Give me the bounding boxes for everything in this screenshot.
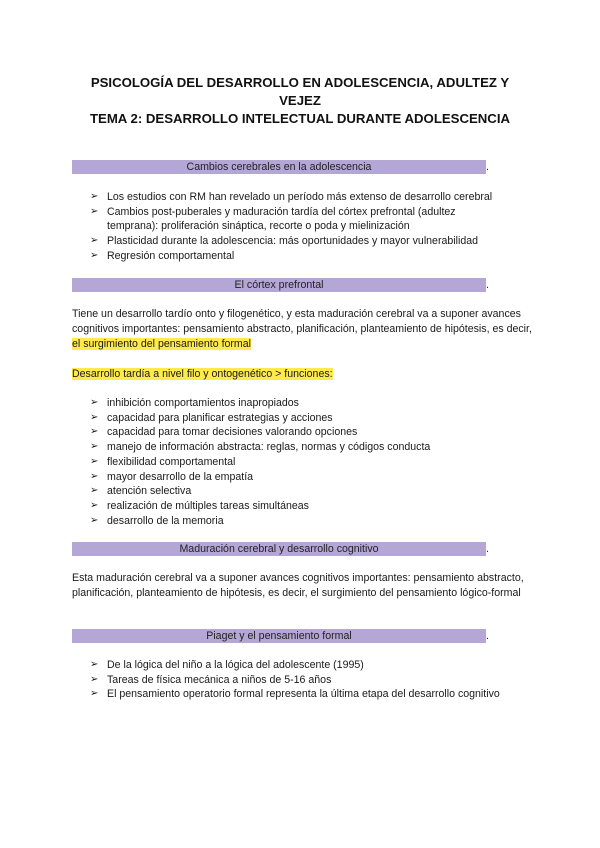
list-item: ➢ capacidad para planificar estrategias y acciones	[90, 411, 333, 424]
document-title	[60, 74, 540, 110]
paragraph-cortex: Tiene un desarrollo tardío onto y filogenético, y esta maduración cerebral va a suponer avances cognitivos importantes: pensamiento abstracto, planificación, planteamiento de hipótesis, es decir, el surgimiento del pensamiento formal	[72, 308, 532, 350]
list-funciones	[90, 396, 510, 528]
arrow-bullet-icon: ➢	[90, 673, 99, 685]
section-heading-cortex: El córtex prefrontal	[72, 278, 486, 292]
list-item: ➢ inhibición comportamientos inapropiados	[90, 397, 299, 409]
arrow-bullet-icon: ➢	[90, 499, 99, 511]
list-item: ➢ manejo de información abstracta: reglas, normas y códigos conducta	[90, 441, 431, 454]
arrow-bullet-icon: ➢	[90, 688, 99, 700]
arrow-bullet-icon: ➢	[90, 191, 99, 202]
subheading-funciones: Desarrollo tardía a nivel filo y ontogenético > funciones:	[72, 368, 333, 380]
list-piaget	[90, 658, 530, 702]
band-dot: .	[486, 630, 489, 642]
list-cambios	[90, 190, 510, 264]
list-item: ➢ De la lógica del niño a la lógica del adolescente (1995)	[90, 659, 364, 671]
section-heading-cambios: Cambios cerebrales en la adolescencia	[72, 160, 486, 174]
band-dot: .	[486, 543, 489, 555]
list-item: ➢ capacidad para tomar decisiones valorando opciones	[90, 426, 358, 439]
arrow-bullet-icon: ➢	[90, 249, 99, 261]
document-subtitle: TEMA 2: DESARROLLO INTELECTUAL DURANTE ADOLESCENCIA	[89, 111, 511, 126]
title-line-2: VEJEZ	[279, 93, 321, 108]
arrow-bullet-icon: ➢	[90, 470, 99, 482]
list-item: ➢ mayor desarrollo de la empatía	[90, 470, 254, 483]
arrow-bullet-icon: ➢	[90, 397, 99, 408]
arrow-bullet-icon: ➢	[90, 235, 99, 247]
arrow-bullet-icon: ➢	[90, 659, 99, 670]
list-item: ➢ atención selectiva	[90, 485, 192, 498]
list-item: ➢ Los estudios con RM han revelado un período más extenso de desarrollo cerebral	[90, 191, 493, 203]
arrow-bullet-icon: ➢	[90, 426, 99, 438]
list-item: ➢ desarrollo de la memoria	[90, 514, 224, 527]
arrow-bullet-icon: ➢	[90, 441, 99, 453]
arrow-bullet-icon: ➢	[90, 514, 99, 526]
list-item: ➢ Regresión comportamental	[90, 249, 235, 262]
band-dot: .	[486, 161, 489, 173]
list-item: ➢ flexibilidad comportamental	[90, 455, 236, 468]
list-item-continuation: temprana): proliferación sináptica, recorte o poda y mielinización	[107, 220, 410, 233]
list-item: ➢ Cambios post-puberales y maduración tardía del córtex prefrontal (adultez	[90, 205, 456, 218]
arrow-bullet-icon: ➢	[90, 455, 99, 467]
arrow-bullet-icon: ➢	[90, 411, 99, 423]
list-item: ➢ Tareas de física mecánica a niños de 5-16 años	[90, 673, 332, 686]
section-heading-piaget: Piaget y el pensamiento formal	[72, 629, 486, 643]
arrow-bullet-icon: ➢	[90, 205, 99, 217]
title-line-1: PSICOLOGÍA DEL DESARROLLO EN ADOLESCENCIA, ADULTEZ Y	[90, 75, 510, 90]
list-item: ➢ El pensamiento operatorio formal representa la última etapa del desarrollo cognitivo	[90, 688, 500, 701]
list-item: ➢ Plasticidad durante la adolescencia: más oportunidades y mayor vulnerabilidad	[90, 235, 478, 248]
section-heading-maduracion: Maduración cerebral y desarrollo cognitivo	[72, 542, 486, 556]
highlighted-text: el surgimiento del pensamiento formal	[72, 338, 252, 350]
list-item: ➢ realización de múltiples tareas simultáneas	[90, 499, 309, 512]
band-dot: .	[486, 279, 489, 291]
arrow-bullet-icon: ➢	[90, 485, 99, 497]
paragraph-maduracion: Esta maduración cerebral va a suponer avances cognitivos importantes: pensamiento abstracto, planificación, planteamiento de hipótesis, es decir, el surgimiento del pensamiento lógico-formal	[72, 572, 524, 599]
